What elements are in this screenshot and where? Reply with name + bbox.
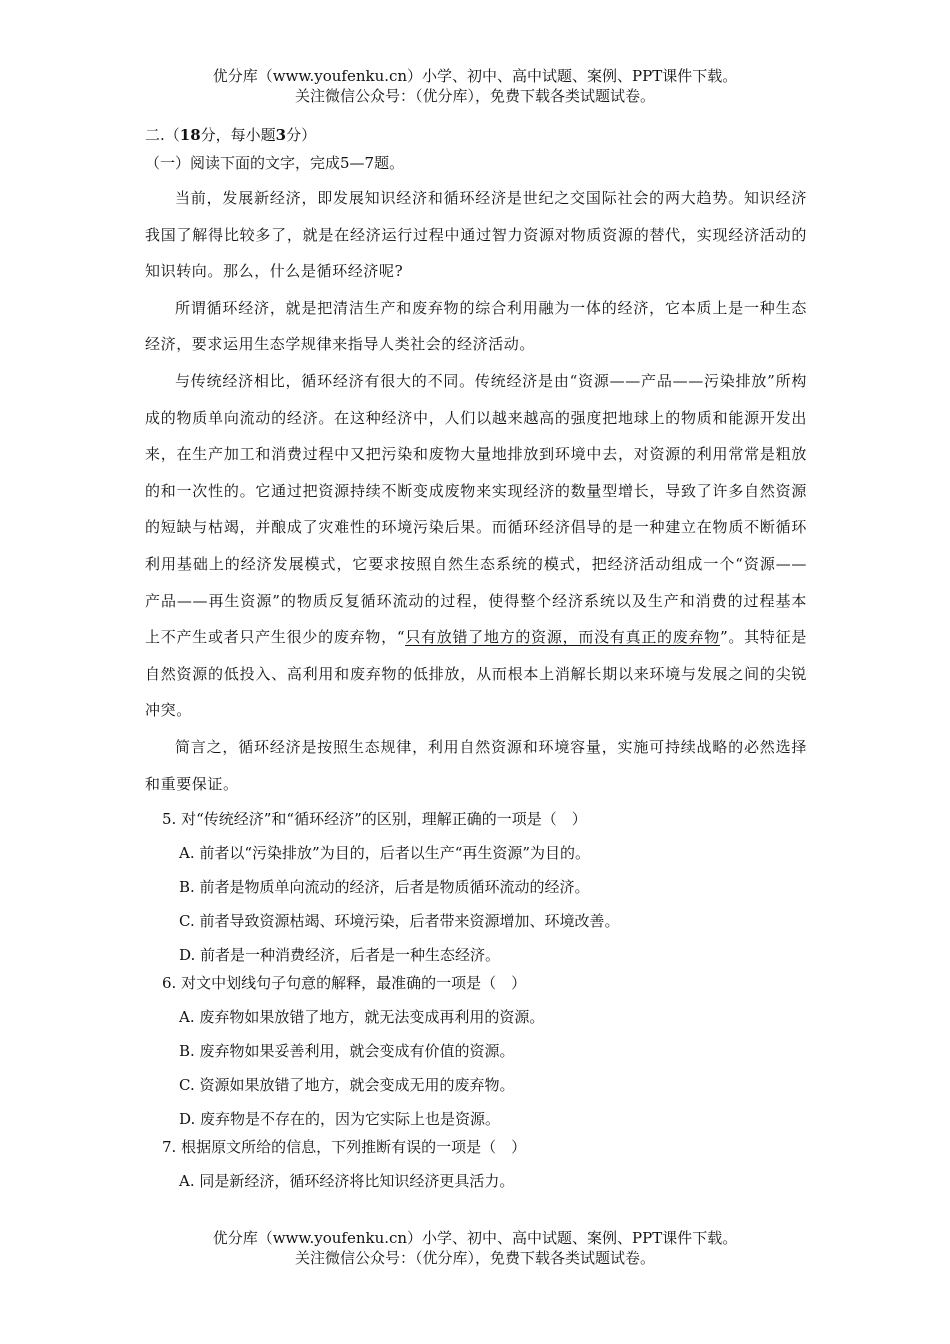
question-stem: 5. 对“传统经济”和“循环经济”的区别，理解正确的一项是（ ） xyxy=(162,810,587,829)
document-body xyxy=(145,124,807,1192)
page-header xyxy=(0,66,950,106)
page-footer xyxy=(0,1228,950,1268)
section-mid: 分，每小题 xyxy=(200,126,276,144)
option-a: A. 同是新经济，循环经济将比知识经济更具活力。 xyxy=(179,1172,515,1191)
section-title xyxy=(145,124,807,146)
option-c: C. 资源如果放错了地方，就会变成无用的废弃物。 xyxy=(179,1076,515,1095)
passage-paragraph-3 xyxy=(145,363,807,729)
option-b: B. 废弃物如果妥善利用，就会变成有价值的资源。 xyxy=(179,1042,515,1061)
passage-paragraph-4: 简言之，循环经济是按照生态规律，利用自然资源和环境容量，实施可持续战略的必然选择和重要保证。 xyxy=(145,737,807,793)
question-stem: 7. 根据原文所给的信息，下列推断有误的一项是（ ） xyxy=(162,1138,527,1157)
option-d: D. 前者是一种消费经济，后者是一种生态经济。 xyxy=(179,946,501,965)
underlined-sentence: 只有放错了地方的资源，而没有真正的废弃物 xyxy=(405,628,721,647)
question-5 xyxy=(145,808,807,966)
footer-line-2: 关注微信公众号：（优分库），免费下载各类试题试卷。 xyxy=(294,1249,655,1267)
header-line-1: 优分库（www.youfenku.cn）小学、初中、高中试题、案例、PPT课件下载。 xyxy=(212,67,738,85)
option-b: B. 前者是物质单向流动的经济，后者是物质循环流动的经济。 xyxy=(179,878,590,897)
subsection-instruction: （一）阅读下面的文字，完成5—7题。 xyxy=(145,154,405,172)
section-points-each: 3 xyxy=(275,126,287,144)
question-6 xyxy=(145,972,807,1130)
question-stem: 6. 对文中划线句子句意的解释，最准确的一项是（ ） xyxy=(162,974,527,993)
option-d: D. 废弃物是不存在的，因为它实际上也是资源。 xyxy=(179,1110,501,1129)
footer-line-1: 优分库（www.youfenku.cn）小学、初中、高中试题、案例、PPT课件下载。 xyxy=(212,1229,738,1247)
passage-paragraph-1: 当前，发展新经济，即发展知识经济和循环经济是世纪之交国际社会的两大趋势。知识经济我国了解得比较多了，就是在经济运行过程中通过智力资源对物质资源的替代，实现经济活动的知识转向。那么，什么是循环经济呢? xyxy=(145,189,807,281)
passage-paragraph-2: 所谓循环经济，就是把清洁生产和废弃物的综合利用融为一体的经济，它本质上是一种生态经济，要求运用生态学规律来指导人类社会的经济活动。 xyxy=(145,298,807,354)
paragraph-3-text-before: 与传统经济相比，循环经济有很大的不同。传统经济是由“资源——产品——污染排放”所构成的物质单向流动的经济。在这种经济中，人们以越来越高的强度把地球上的物质和能源开发出来，在生产加工和消费过程中又把污染和废物大量地排放到环境中去，对资源的利用常常是粗放的和一次性的。它通过把资源持续不断变成废物来实现经济的数量型增长，导致了许多自然资源的短缺与枯竭，并酿成了灾难性的环境污染后果。而循环经济倡导的是一种建立在物质不断循环利用基础上的经济发展模式，它要求按照自然生态系统的模式，把经济活动组成一个“资源——产品——再生资源”的物质反复循环流动的过程，使得整个经济系统以及生产和消费的过程基本上不产生或者只产生很少的废弃物，“ xyxy=(145,371,807,647)
option-a: A. 前者以“污染排放”为目的，后者以生产“再生资源”为目的。 xyxy=(179,844,591,863)
section-points-total: 18 xyxy=(179,126,201,144)
section-suffix: 分） xyxy=(286,126,317,144)
paragraph-3-text-after: ”。其特征是自然资源的低投入、高利用和废弃物的低排放，从而根本上消解长期以来环境与发展之间的尖锐冲突。 xyxy=(145,628,807,720)
header-line-2: 关注微信公众号：（优分库），免费下载各类试题试卷。 xyxy=(294,87,655,105)
question-7 xyxy=(145,1136,807,1192)
section-prefix: 二.（ xyxy=(145,126,180,144)
option-c: C. 前者导致资源枯竭、环境污染，后者带来资源增加、环境改善。 xyxy=(179,912,620,931)
option-a: A. 废弃物如果放错了地方，就无法变成再利用的资源。 xyxy=(179,1008,545,1027)
